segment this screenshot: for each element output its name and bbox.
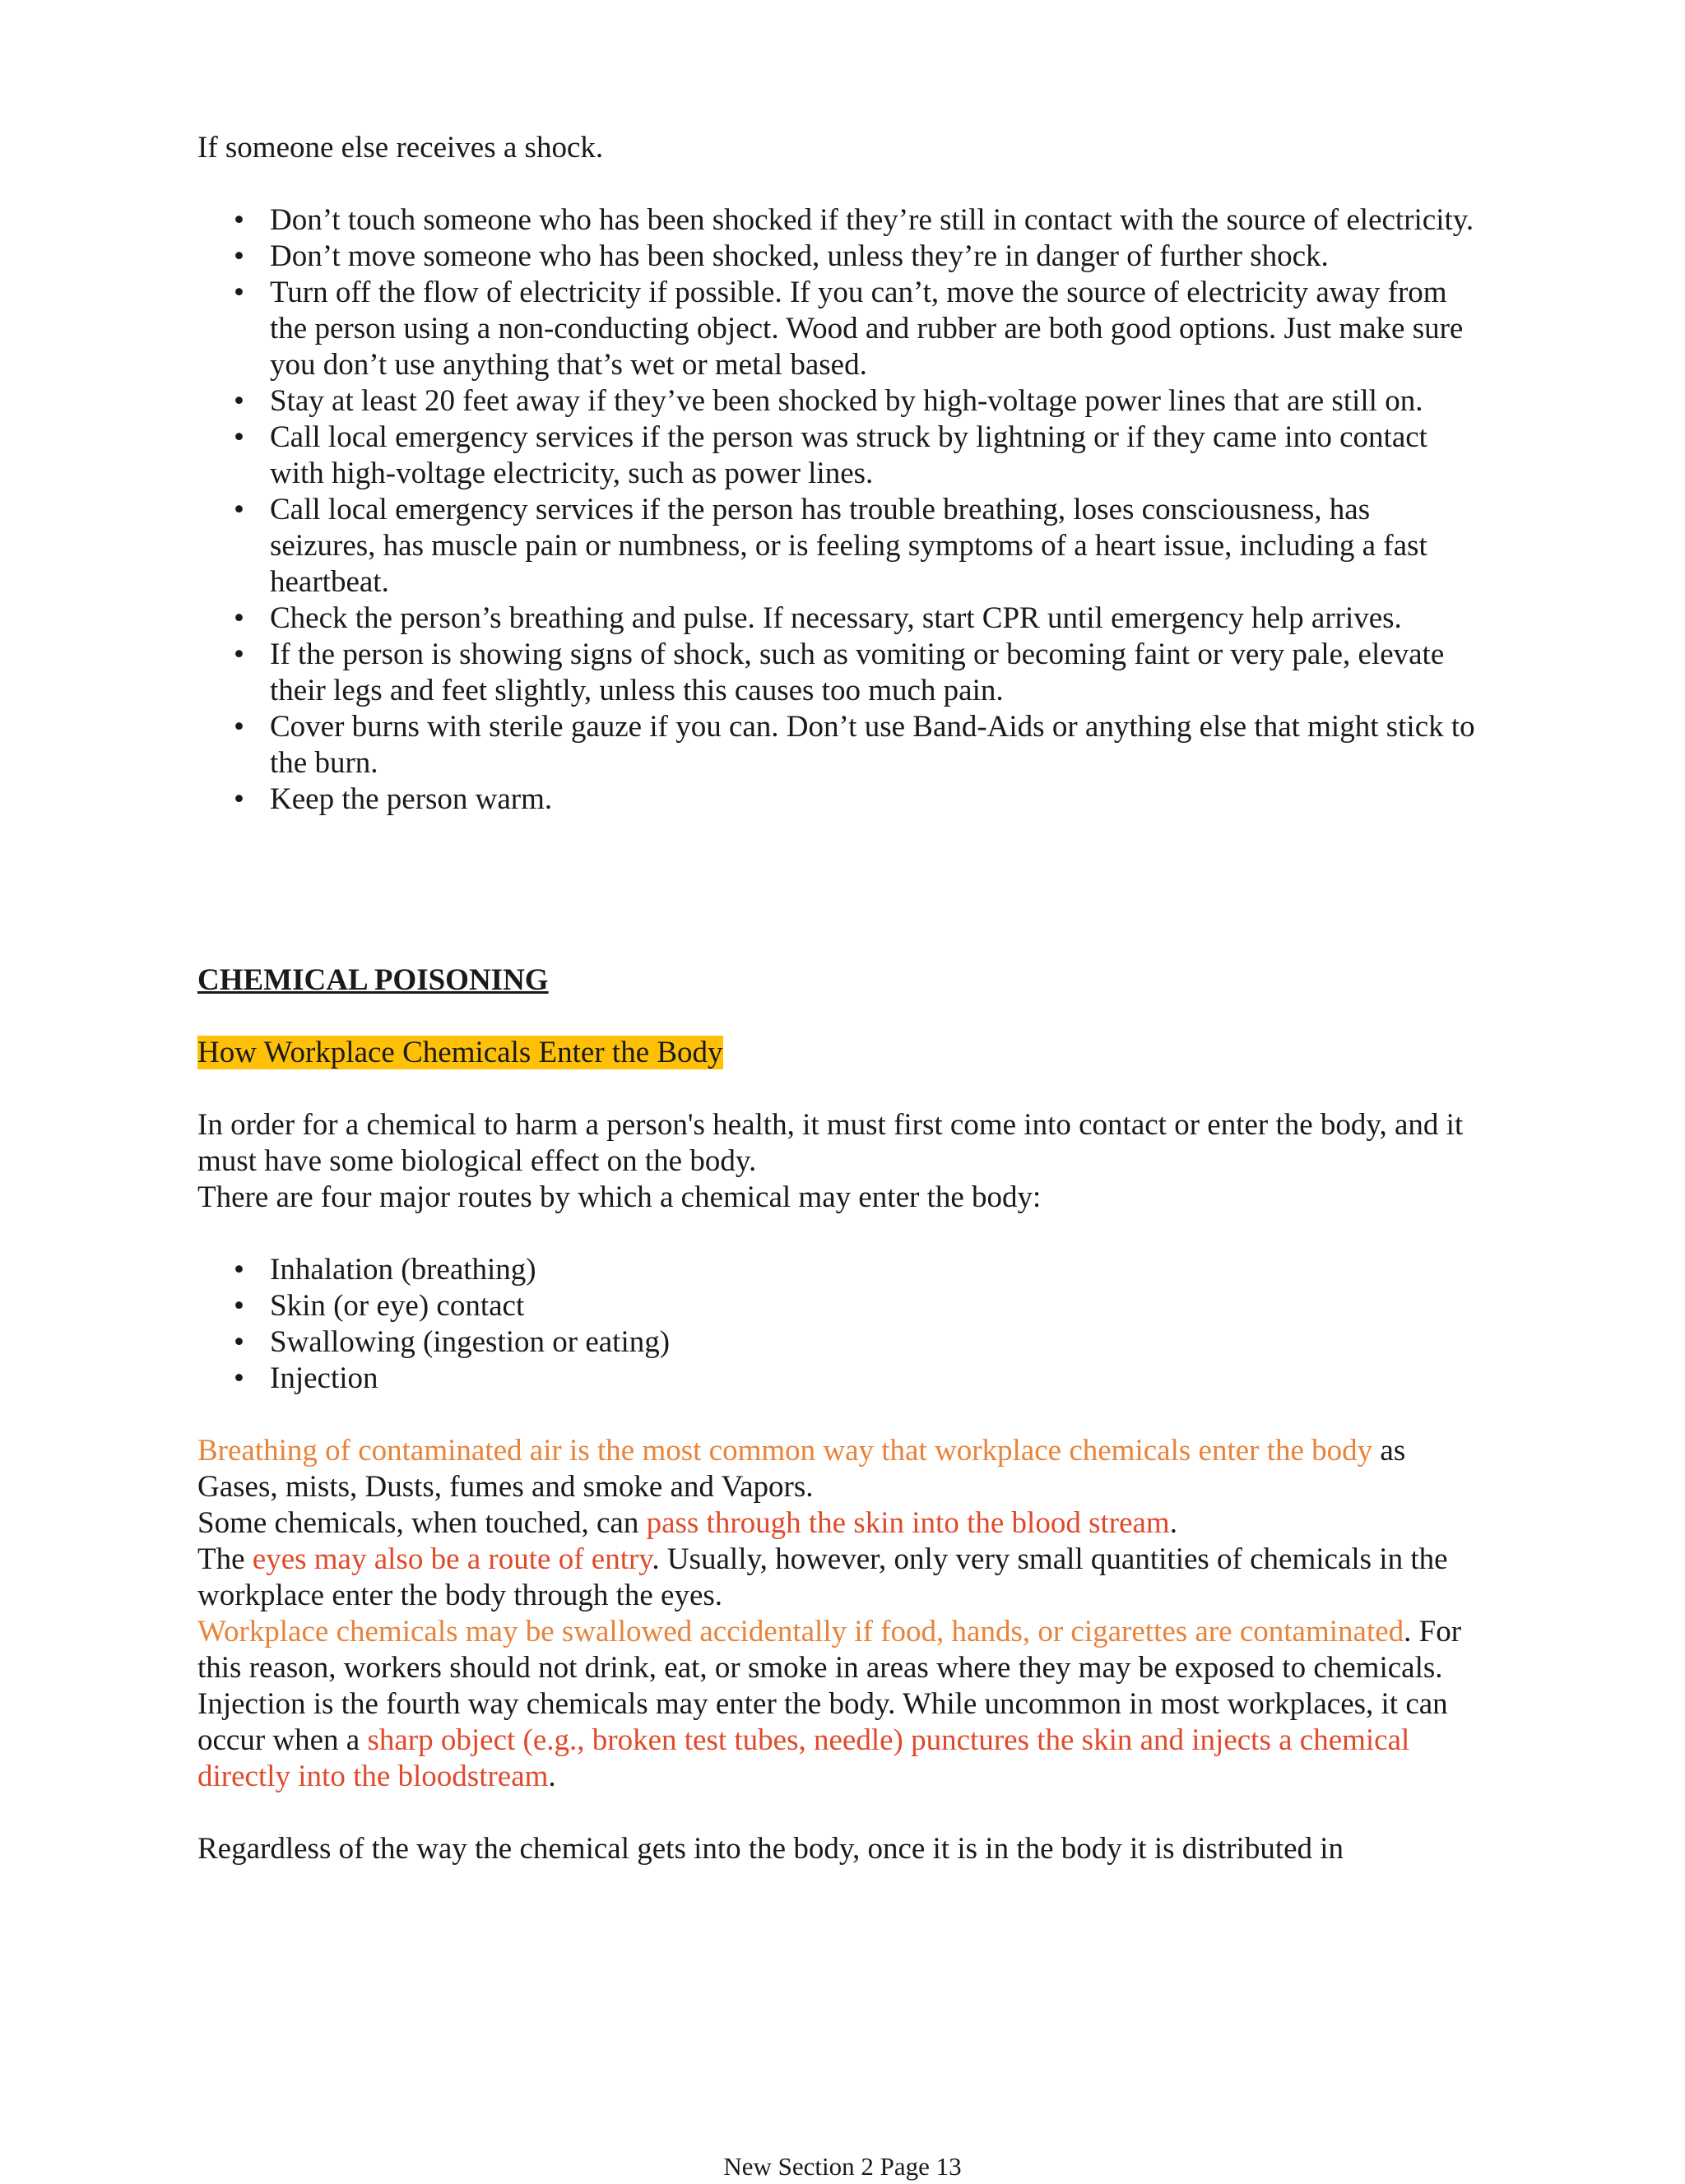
inject-highlight: sharp object (e.g., broken test tubes, needle) punctures the skin and injects a chemical directly into the bloodstream — [197, 1723, 1410, 1793]
shock-bullet-list — [197, 202, 1481, 818]
list-item: • Inhalation (breathing) — [197, 1252, 1481, 1288]
list-item: • Call local emergency services if the person was struck by lightning or if they came into contact with high-voltage electricity, such as power lines. — [197, 420, 1481, 492]
eyes-post: . Usually, however, only very small quantities of chemicals in the workplace enter the body through the eyes. — [197, 1542, 1448, 1612]
breathing-highlight: Breathing of contaminated air is the most common way that workplace chemicals enter the body — [197, 1434, 1373, 1468]
eyes-highlight: eyes may also be a route of entry — [252, 1542, 652, 1576]
skin-highlight: pass through the skin into the blood stream — [646, 1506, 1170, 1540]
list-item: • Check the person’s breathing and pulse. If necessary, start CPR until emergency help arrives. — [197, 600, 1481, 637]
document-page — [197, 130, 1481, 1867]
list-item: • Swallowing (ingestion or eating) — [197, 1324, 1481, 1361]
list-item: • Stay at least 20 feet away if they’ve been shocked by high-voltage power lines that are still on. — [197, 383, 1481, 420]
shock-intro: If someone else receives a shock. — [197, 131, 604, 165]
skin-post: . — [1169, 1506, 1177, 1540]
highlighted-subheading: How Workplace Chemicals Enter the Body — [197, 1036, 723, 1069]
breathing-rest: as Gases, mists, Dusts, fumes and smoke and Vapors. — [197, 1434, 1406, 1504]
breathing-paragraph — [197, 1433, 1481, 1505]
swallow-paragraph — [197, 1614, 1481, 1686]
list-item: • Don’t move someone who has been shocked, unless they’re in danger of further shock. — [197, 239, 1481, 275]
routes-intro: There are four major routes by which a chemical may enter the body: — [197, 1180, 1042, 1214]
list-item: • Injection — [197, 1361, 1481, 1397]
skin-paragraph — [197, 1505, 1481, 1542]
page-footer: New Section 2 Page 13 — [723, 2152, 962, 2181]
eyes-pre: The — [197, 1542, 253, 1576]
inject-pre: Injection is the fourth way chemicals may enter the body. While uncommon in most workplaces, it can occur when a — [197, 1687, 1448, 1757]
injection-paragraph — [197, 1686, 1481, 1795]
list-item: • Turn off the flow of electricity if possible. If you can’t, move the source of electricity away from the person using a non-conducting object. Wood and rubber are both good options. Just make sure you don’t use anything that’s wet or metal based. — [197, 275, 1481, 383]
regardless-paragraph: Regardless of the way the chemical gets into the body, once it is in the body it is distributed in — [197, 1832, 1344, 1866]
list-item: • Keep the person warm. — [197, 781, 1481, 818]
list-item: • Don’t touch someone who has been shocked if they’re still in contact with the source of electricity. — [197, 202, 1481, 239]
section-heading: CHEMICAL POISONING — [197, 963, 549, 997]
inject-post: . — [548, 1760, 556, 1793]
skin-pre: Some chemicals, when touched, can — [197, 1506, 647, 1540]
routes-bullet-list — [197, 1252, 1481, 1397]
intro-paragraph: In order for a chemical to harm a person's health, it must first come into contact or enter the body, and it must have some biological effect on the body. — [197, 1108, 1464, 1178]
swallow-highlight: Workplace chemicals may be swallowed accidentally if food, hands, or cigarettes are contaminated — [197, 1615, 1404, 1648]
list-item: • Skin (or eye) contact — [197, 1288, 1481, 1324]
eyes-paragraph — [197, 1542, 1481, 1614]
list-item: • If the person is showing signs of shock, such as vomiting or becoming faint or very pale, elevate their legs and feet slightly, unless this causes too much pain. — [197, 637, 1481, 709]
list-item: • Call local emergency services if the person has trouble breathing, loses consciousness, has seizures, has muscle pain or numbness, or is feeling symptoms of a heart issue, including a fast heartbeat. — [197, 492, 1481, 600]
swallow-post: . For this reason, workers should not drink, eat, or smoke in areas where they may be exposed to chemicals. — [197, 1615, 1462, 1685]
list-item: • Cover burns with sterile gauze if you can. Don’t use Band-Aids or anything else that might stick to the burn. — [197, 709, 1481, 781]
